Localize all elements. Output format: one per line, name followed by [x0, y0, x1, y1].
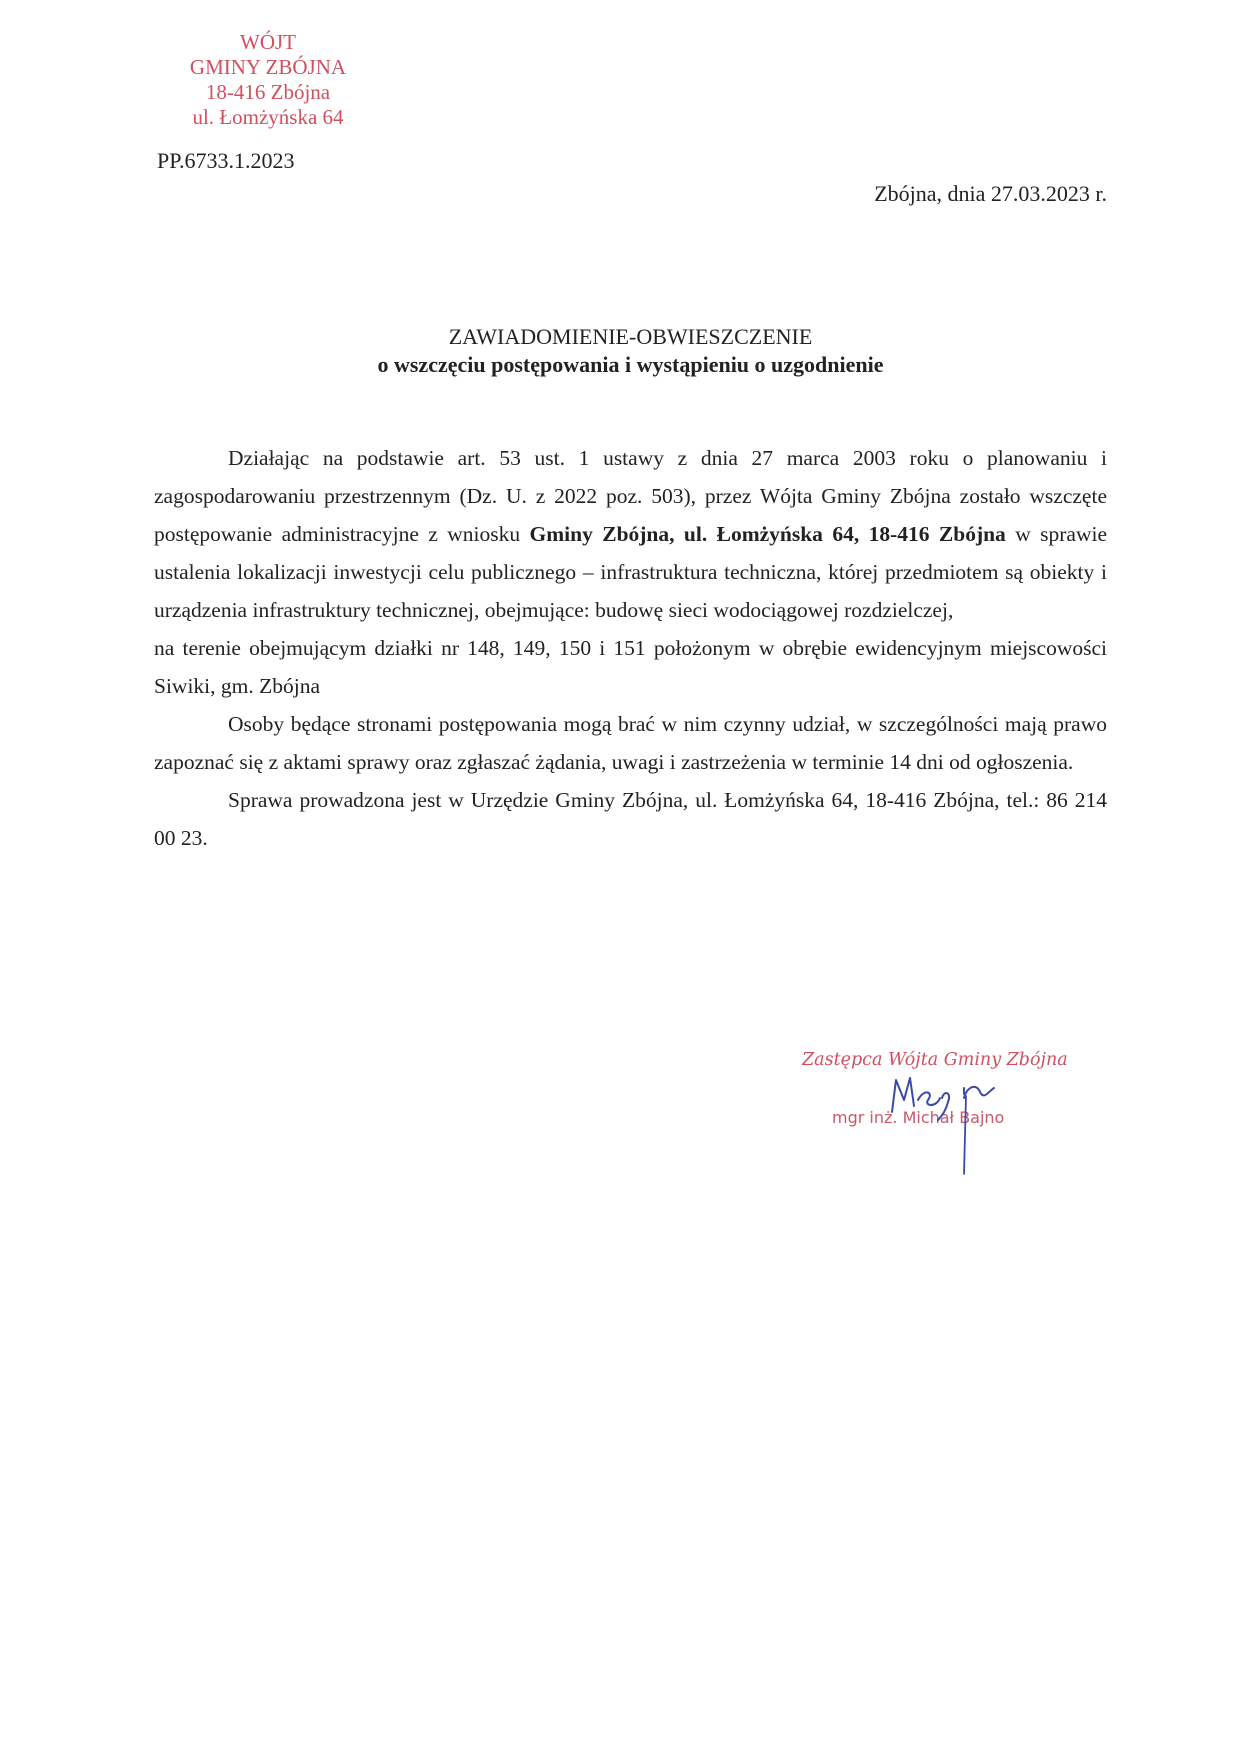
document-title: ZAWIADOMIENIE-OBWIESZCZENIE: [448, 324, 813, 349]
paragraph-parties-rights: Osoby będące stronami postępowania mogą brać w nim czynny udział, w szczególności mają prawo zapoznać się z aktami sprawy oraz zgłaszać żądania, uwagi i zastrzeżenia w terminie 14 dni od ogłoszenia.: [154, 712, 1107, 774]
document-body: [154, 439, 1107, 857]
office-stamp: [168, 30, 368, 130]
case-reference: PP.6733.1.2023: [157, 148, 295, 173]
paragraph-legal-basis: [154, 439, 1107, 629]
stamp-line-office: GMINY ZBÓJNA: [189, 55, 347, 79]
paragraph-office-contact: Sprawa prowadzona jest w Urzędzie Gminy Zbójna, ul. Łomżyńska 64, 18-416 Zbójna, tel.: 86 214 00 23.: [154, 788, 1107, 850]
applicant-name: Gminy Zbójna, ul. Łomżyńska 64, 18-416 Zbójna: [529, 522, 1006, 546]
signature-block: [802, 1050, 1092, 1190]
stamp-line-title: WÓJT: [240, 30, 296, 54]
signatory-name: mgr inż. Michał Bajno: [832, 1108, 1005, 1127]
handwritten-signature: [880, 1070, 1040, 1180]
signatory-title: Zastępca Wójta Gminy Zbójna: [802, 1050, 1068, 1070]
document-heading: [154, 323, 1107, 379]
stamp-line-postcode: 18-416 Zbójna: [205, 80, 331, 104]
stamp-line-street: ul. Łomżyńska 64: [192, 105, 344, 129]
paragraph-plots: na terenie obejmującym działki nr 148, 149, 150 i 151 położonym w obrębie ewidencyjnym miejscowości Siwiki, gm. Zbójna: [154, 636, 1107, 698]
document-subtitle: o wszczęciu postępowania i wystąpieniu o uzgodnienie: [377, 352, 884, 377]
place-and-date: Zbójna, dnia 27.03.2023 r.: [874, 181, 1107, 206]
paragraph-legal-basis-start: Działając na podstawie art. 53 ust. 1 ustawy z dnia 27 marca 2003 roku o planowaniu i zagospodarowaniu przestrzennym (Dz. U. z 2022 poz. 503), przez Wójta Gminy Zbójna zostało wszczęte postępowanie administracyjne z wniosku: [154, 446, 1107, 546]
paragraph-legal-basis-end: w sprawie ustalenia lokalizacji inwestycji celu publicznego – infrastruktura techniczna, której przedmiotem są obiekty i urządzenia infrastruktury technicznej, obejmujące: budowę sieci wodociągowej rozdzielczej,: [154, 522, 1107, 622]
